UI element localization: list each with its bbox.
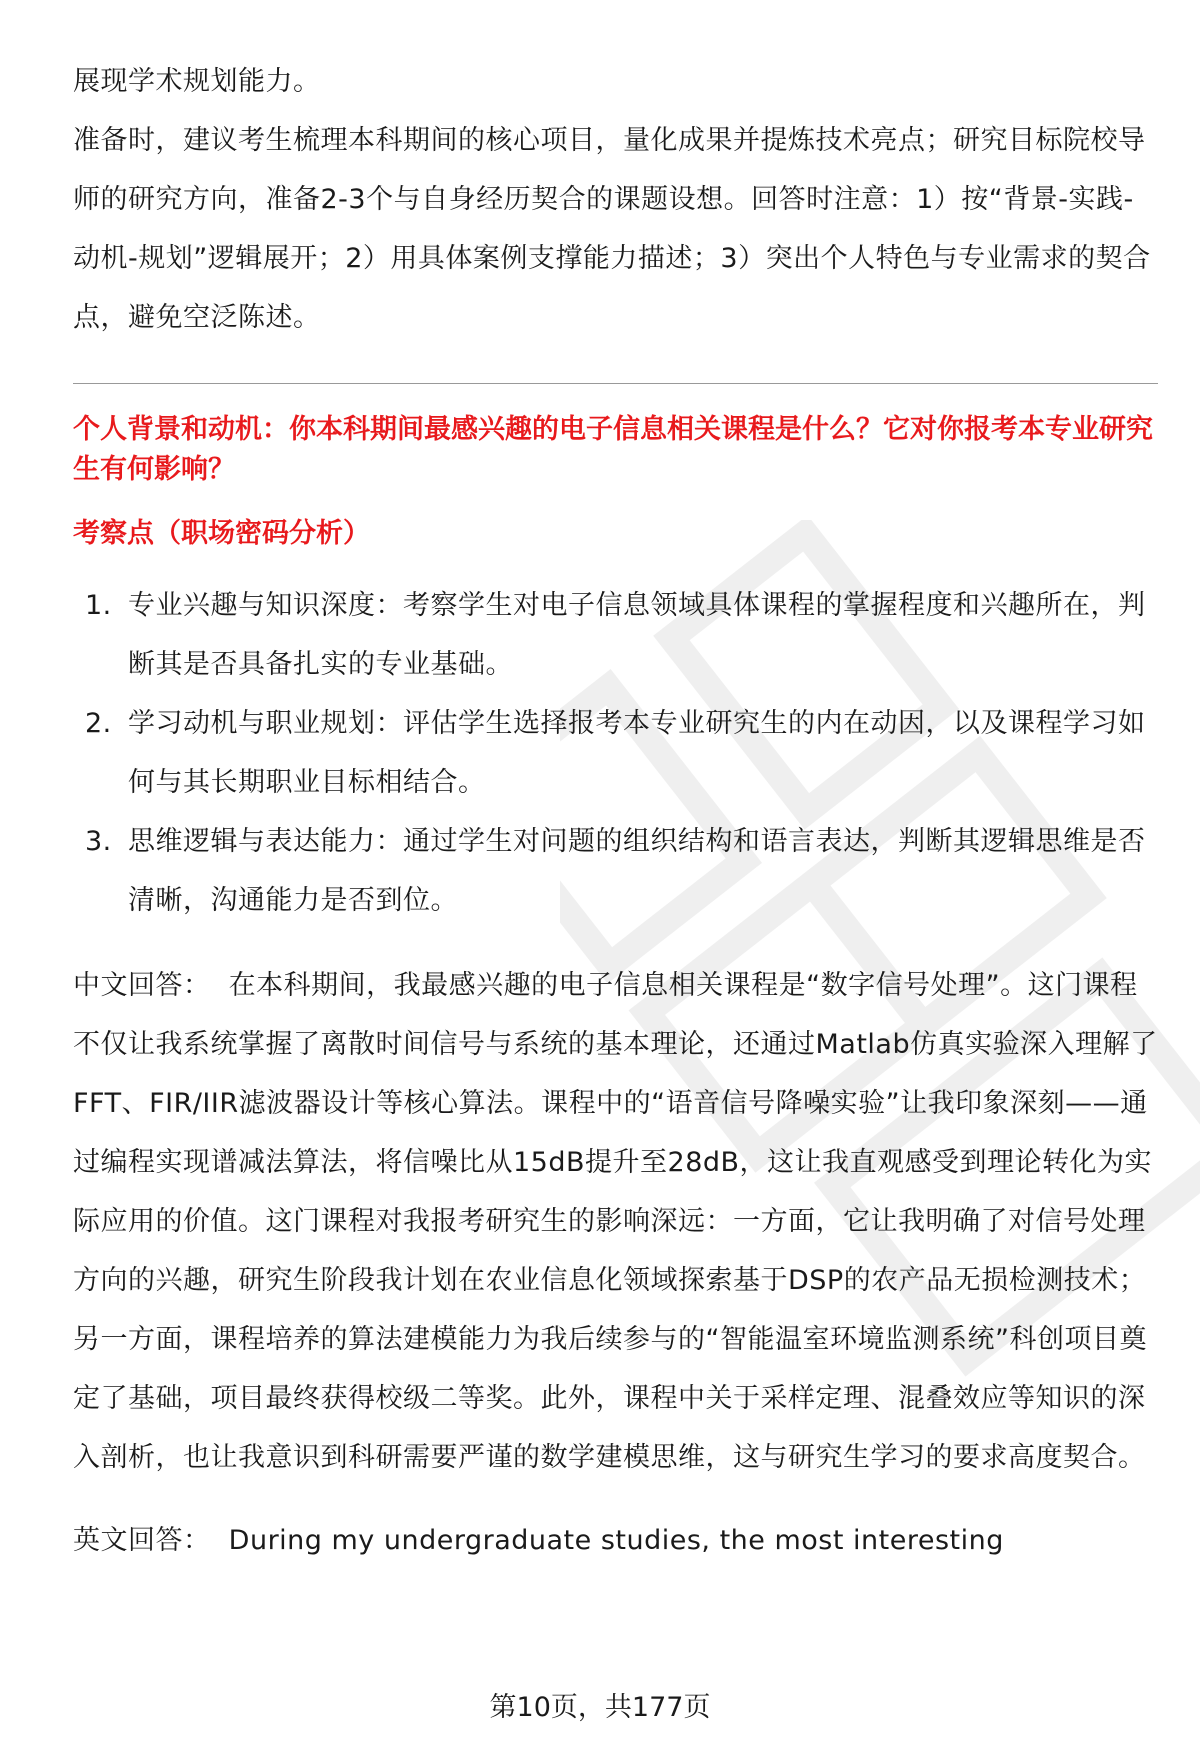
list-item-number: 2. xyxy=(85,708,112,739)
english-answer xyxy=(73,1511,1158,1570)
list-item-text: 专业兴趣与知识深度：考察学生对电子信息领域具体课程的掌握程度和兴趣所在，判断其是否具备扎实的专业基础。 xyxy=(128,590,1146,680)
list-item-number: 1. xyxy=(85,590,112,621)
question-title: 个人背景和动机：你本科期间最感兴趣的电子信息相关课程是什么？它对你报考本专业研究生有何影响？ xyxy=(73,414,1153,485)
intro-tail-line: 展现学术规划能力。 xyxy=(73,66,321,97)
prep-advice-paragraph: 准备时，建议考生梳理本科期间的核心项目，量化成果并提炼技术亮点；研究目标院校导师的研究方向，准备2-3个与自身经历契合的课题设想。回答时注意：1）按“背景-实践-动机-规划”逻辑展开；2）用具体案例支撑能力描述；3）突出个人特色与专业需求的契合点，避免空泛陈述。 xyxy=(73,125,1151,333)
chinese-answer-text: 在本科期间，我最感兴趣的电子信息相关课程是“数字信号处理”。这门课程不仅让我系统掌握了离散时间信号与系统的基本理论，还通过Matlab仿真实验深入理解了FFT、FIR/IIR滤波器设计等核心算法。课程中的“语音信号降噪实验”让我印象深刻——通过编程实现谱减法算法，将信噪比从15dB提升至28dB，这让我直观感受到理论转化为实际应用的价值。这门课程对我报考研究生的影响深远：一方面，它让我明确了对信号处理方向的兴趣，研究生阶段我计划在农业信息化领域探索基于DSP的农产品无损检测技术；另一方面，课程培养的算法建模能力为我后续参与的“智能温室环境监测系统”科创项目奠定了基础，项目最终获得校级二等奖。此外，课程中关于采样定理、混叠效应等知识的深入剖析，也让我意识到科研需要严谨的数学建模思维，这与研究生学习的要求高度契合。 xyxy=(73,970,1158,1473)
list-item-text: 思维逻辑与表达能力：通过学生对问题的组织结构和语言表达，判断其逻辑思维是否清晰，沟通能力是否到位。 xyxy=(128,826,1146,916)
points-heading: 考察点（职场密码分析） xyxy=(73,518,370,549)
list-item xyxy=(73,576,1158,694)
chinese-answer xyxy=(73,956,1158,1487)
list-item xyxy=(73,694,1158,812)
list-item-number: 3. xyxy=(85,826,112,857)
page-number: 第10页，共177页 xyxy=(489,1692,711,1723)
section-divider xyxy=(73,383,1158,384)
chinese-answer-label: 中文回答： xyxy=(73,970,211,1001)
list-item-text: 学习动机与职业规划：评估学生选择报考本专业研究生的内在动因，以及课程学习如何与其长期职业目标相结合。 xyxy=(128,708,1146,798)
english-answer-label: 英文回答： xyxy=(73,1525,211,1556)
english-answer-text: During my undergraduate studies, the most interesting xyxy=(228,1525,1004,1556)
page-content xyxy=(73,52,1158,1570)
assessment-points-list xyxy=(73,576,1158,930)
list-item xyxy=(73,812,1158,930)
